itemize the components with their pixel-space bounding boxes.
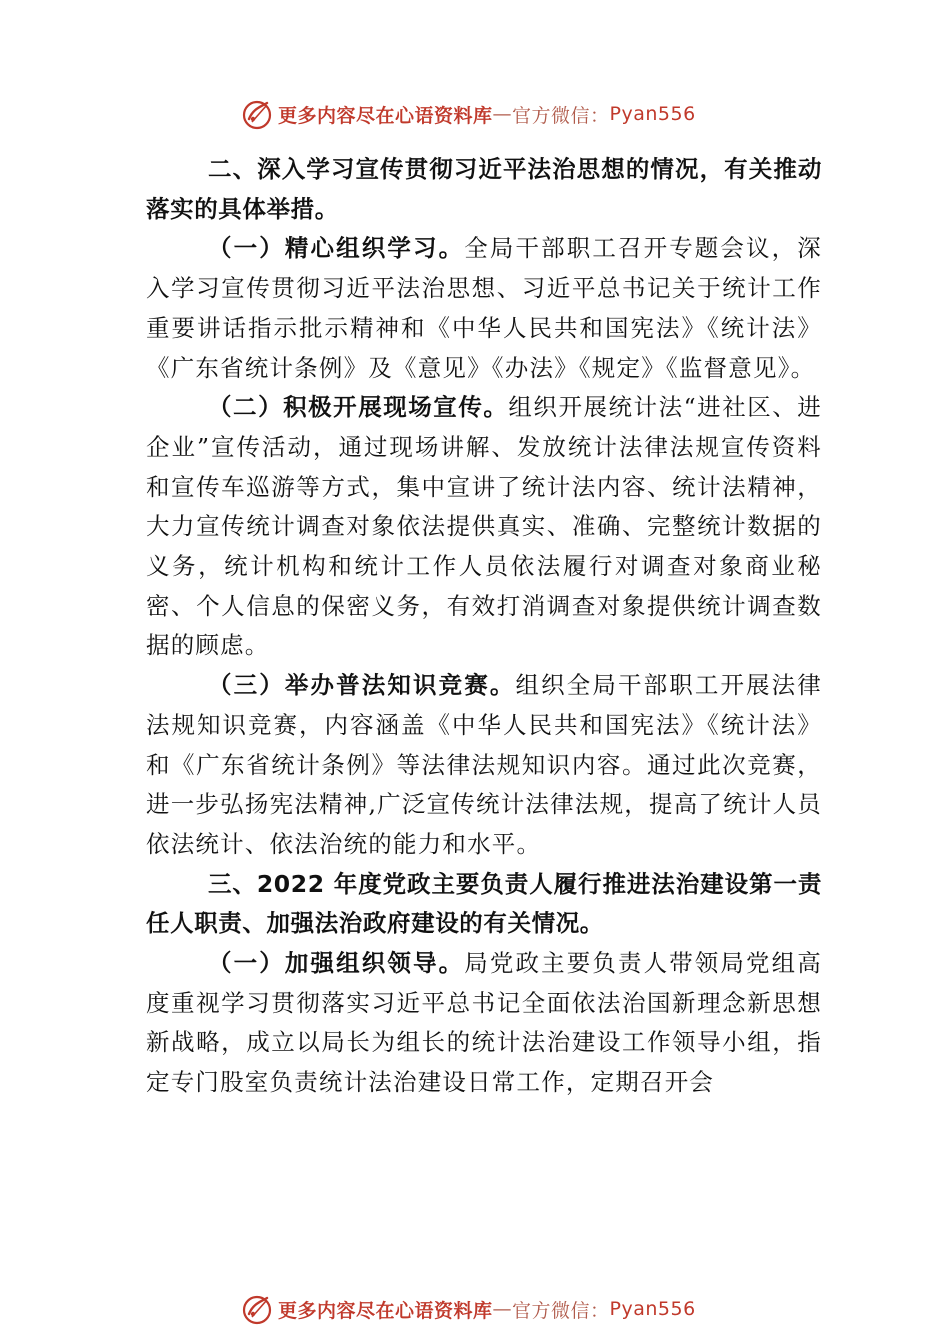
watermark-logo-icon	[240, 97, 274, 131]
watermark-sub-text: 官方微信：	[512, 104, 610, 127]
paragraph-competition	[146, 666, 822, 865]
paragraph-publicity-title: （二）积极开展现场宣传。	[208, 393, 509, 422]
watermark-header	[240, 97, 696, 131]
watermark-main-text: 更多内容尽在心语资料库	[278, 1299, 493, 1322]
paragraph-study-title: （一）精心组织学习。	[208, 234, 465, 263]
watermark-logo-icon	[240, 1292, 274, 1326]
paragraph-competition-body: 组织全局干部职工开展法律法规知识竞赛，内容涵盖《中华人民共和国宪法》《统计法》和《广东省统计条例》等法律法规知识内容。通过此次竞赛，进一步弘扬宪法精神,广泛宣传统计法律法规，提高了统计人员依法统计、依法治统的能力和水平。	[146, 671, 823, 858]
paragraph-study	[146, 229, 822, 388]
watermark-separator: —	[492, 103, 513, 125]
watermark-id: Pyan556	[609, 103, 696, 125]
watermark-sub-text: 官方微信：	[512, 1299, 610, 1322]
watermark-id: Pyan556	[609, 1298, 696, 1320]
paragraph-leadership	[146, 944, 822, 1103]
paragraph-study-body: 全局干部职工召开专题会议，深入学习宣传贯彻习近平法治思想、习近平总书记关于统计工作重要讲话指示批示精神和《中华人民共和国宪法》《统计法》《广东省统计条例》及《意见》《办法》《规定》《监督意见》。	[146, 234, 822, 382]
paragraph-publicity-body: 组织开展统计法“进社区、进企业”宣传活动，通过现场讲解、发放统计法律法规宣传资料和宣传车巡游等方式，集中宣讲了统计法内容、统计法精神，大力宣传统计调查对象依法提供真实、准确、完整统计数据的义务，统计机构和统计工作人员依法履行对调查对象商业秘密、个人信息的保密义务，有效打消调查对象提供统计调查数据的顾虑。	[146, 393, 822, 660]
watermark-footer	[240, 1292, 696, 1326]
watermark-main-text: 更多内容尽在心语资料库	[278, 104, 493, 127]
paragraph-competition-title: （三）举办普法知识竞赛。	[208, 671, 516, 700]
section-3-heading: 三、2022 年度党政主要负责人履行推进法治建设第一责任人职责、加强法治政府建设的有关情况。	[146, 869, 822, 938]
paragraph-leadership-title: （一）加强组织领导。	[208, 949, 465, 978]
paragraph-publicity	[146, 388, 822, 666]
section-2-heading: 二、深入学习宣传贯彻习近平法治思想的情况，有关推动落实的具体举措。	[146, 155, 822, 223]
document-body	[146, 150, 822, 1103]
watermark-separator: —	[492, 1298, 513, 1320]
paragraph-leadership-body: 局党政主要负责人带领局党组高度重视学习贯彻落实习近平总书记全面依法治国新理念新思想新战略，成立以局长为组长的统计法治建设工作领导小组，指定专门股室负责统计法治建设日常工作，定期召开会	[146, 949, 822, 1097]
